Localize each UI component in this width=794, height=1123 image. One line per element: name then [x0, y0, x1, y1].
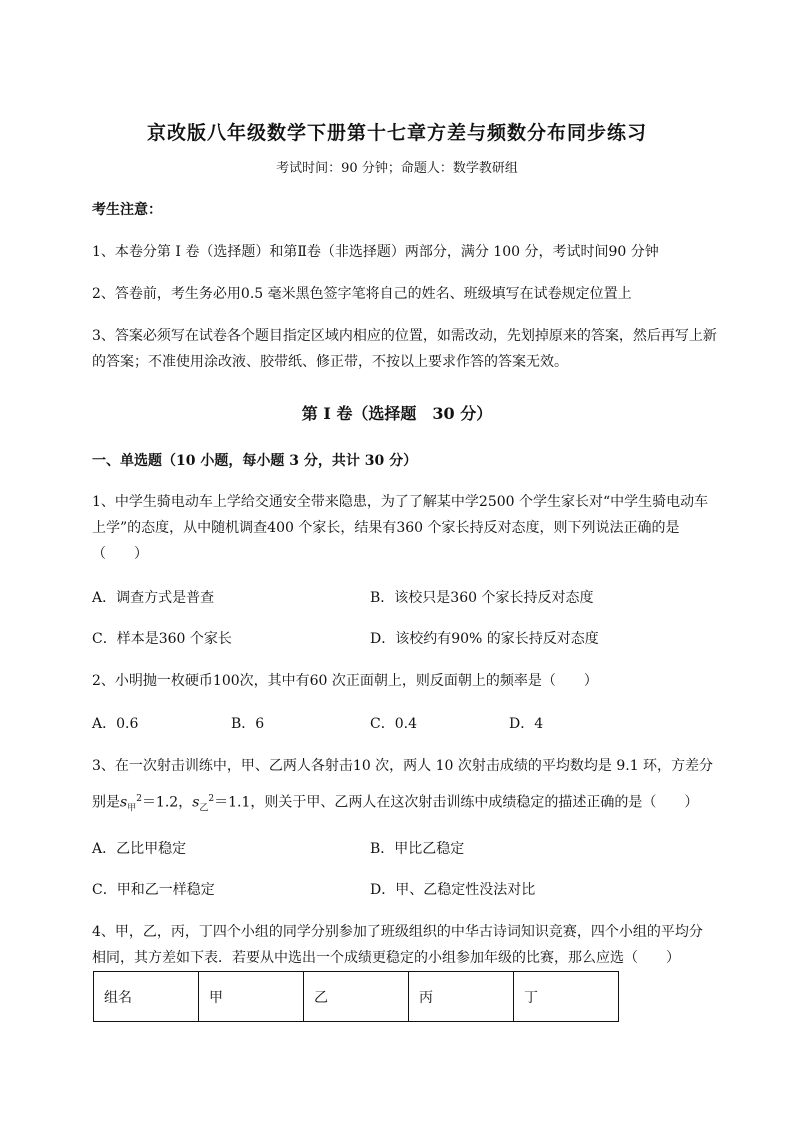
- q1-option-c: C．样本是360 个家长: [92, 631, 232, 647]
- section-title: 第 I 卷（选择题 30 分）: [301, 404, 493, 423]
- q1-option-b: B．该校只是360 个家长持反对态度: [370, 590, 594, 606]
- q2-option-a: A．0.6: [92, 716, 139, 732]
- q3-option-a: A．乙比甲稳定: [92, 841, 187, 857]
- table-cell-yi: 乙: [304, 972, 409, 1022]
- notice-item-1: 1、本卷分第 I 卷（选择题）和第Ⅱ卷（非选择题）两部分，满分 100 分，考试时间90 分钟: [92, 244, 659, 260]
- q4-line-1: 4、甲，乙，丙，丁四个小组的同学分别参加了班级组织的中华古诗词知识竞赛，四个小组的平均分: [92, 924, 703, 940]
- q3-option-c: C．甲和乙一样稳定: [92, 882, 215, 898]
- exam-title: 京改版八年级数学下册第十七章方差与频数分布同步练习: [146, 122, 647, 144]
- q1-line-1: 1、中学生骑电动车上学给交通安全带来隐患，为了了解某中学2500 个学生家长对“中学生骑电动车: [92, 494, 709, 510]
- table-cell-ding: 丁: [514, 972, 619, 1022]
- q2-text: 2、小明抛一枚硬币100次，其中有60 次正面朝上，则反面朝上的频率是（ ）: [92, 673, 598, 689]
- table-cell-group-name: 组名: [94, 972, 199, 1022]
- notice-item-3: 3、答案必须写在试卷各个题目指定区域内相应的位置，如需改动，先划掉原来的答案，然后再写上新: [92, 328, 717, 344]
- q1-line-2: 上学”的态度，从中随机调查400 个家长，结果有360 个家长持反对态度，则下列说法正确的是: [92, 520, 680, 536]
- q3-option-d: D．甲、乙稳定性没法对比: [370, 882, 536, 898]
- notice-heading: 考生注意：: [92, 202, 162, 218]
- q1-line-3: （ ）: [92, 546, 148, 562]
- q2-option-c: C．0.4: [370, 716, 417, 732]
- q2-option-b: B．6: [231, 716, 265, 732]
- subscript-jia: 甲: [127, 803, 137, 814]
- table-cell-jia: 甲: [199, 972, 304, 1022]
- q1-option-d: D．该校约有90% 的家长持反对态度: [370, 631, 599, 647]
- q2-option-d: D．4: [509, 716, 544, 732]
- notice-item-2: 2、答卷前，考生务必用0.5 毫米黑色签字笔将自己的姓名、班级填写在试卷规定位置上: [92, 286, 632, 302]
- variance-table: [93, 971, 619, 1022]
- subscript-yi: 乙: [199, 803, 209, 814]
- superscript-2-yi: 2: [208, 794, 215, 804]
- q3-line-1: 3、在一次射击训练中，甲、乙两人各射击10 次，两人 10 次射击成绩的平均数均是 9.1 环，方差分: [92, 758, 714, 774]
- superscript-2-jia: 2: [136, 794, 142, 804]
- variance-value-yi: ＝1.1，则关于甲、乙两人在这次射击训练中成绩稳定的描述正确的是（ ）: [214, 794, 699, 811]
- variance-symbol-jia: s: [120, 794, 128, 811]
- q3-option-b: B．甲比乙稳定: [370, 841, 465, 857]
- table-cell-bing: 丙: [409, 972, 514, 1022]
- notice-item-3-cont: 的答案；不准使用涂改液、胶带纸、修正带，不按以上要求作答的答案无效。: [92, 354, 568, 370]
- q1-option-a: A．调查方式是普查: [92, 590, 215, 606]
- q3-line-2: [92, 790, 752, 817]
- table-row: [94, 972, 619, 1022]
- part-heading: 一、单选题（10 小题，每小题 3 分，共计 30 分）: [92, 453, 418, 469]
- exam-subtitle: 考试时间：90 分钟；命题人：数学教研组: [276, 161, 518, 176]
- q4-line-2: 相同，其方差如下表．若要从中选出一个成绩更稳定的小组参加年级的比赛，那么应选（ ）: [92, 950, 680, 966]
- variance-value-jia: ＝1.2，: [141, 794, 193, 811]
- q3-prefix: 别是: [92, 794, 120, 811]
- variance-symbol-yi: s: [192, 794, 200, 811]
